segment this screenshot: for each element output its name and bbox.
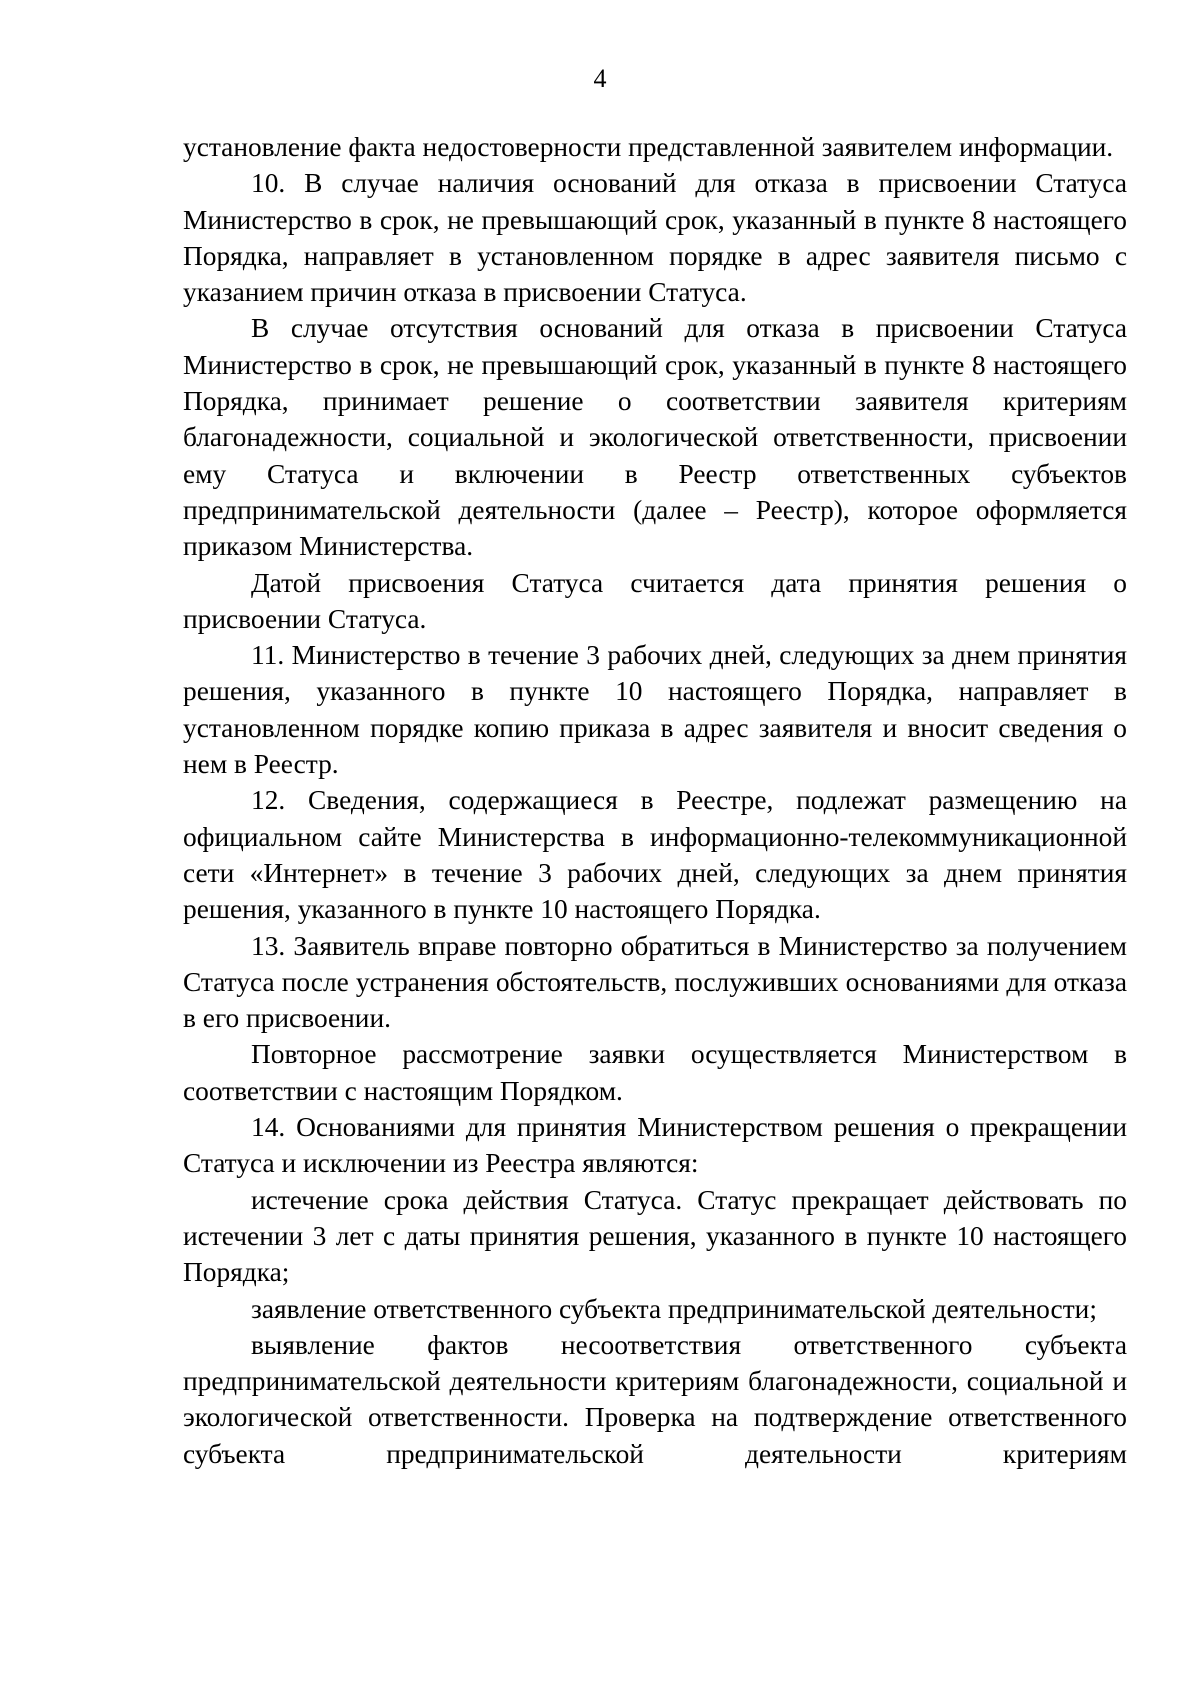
paragraph-12: 12. Сведения, содержащиеся в Реестре, подлежат размещению на официальном сайте Министерства в информационно-телекоммуникационной сети «Интернет» в течение 3 рабочих дней, следующих за днем принятия решения, указанного в пункте 10 настоящего Порядка. [183, 785, 1127, 925]
page-number: 4 [593, 64, 607, 93]
paragraph-10-third: Датой присвоения Статуса считается дата принятия решения о присвоении Статуса. [183, 567, 1127, 634]
paragraph-14-item-application: заявление ответственного субъекта предпринимательской деятельности; [251, 1293, 1097, 1324]
paragraph-10-second: В случае отсутствия оснований для отказа в присвоении Статуса Министерство в срок, не превышающий срок, указанный в пункте 8 настоящего Порядка, принимает решение о соответствии заявителя критериям благонадежности, социальной и экологической ответственности, присвоении ему Статуса и включении в Реестр ответственных субъектов предпринимательской деятельности (далее – Реестр), которое оформляется приказом Министерства. [183, 313, 1127, 562]
document-body [183, 129, 1127, 1472]
paragraph-11: 11. Министерство в течение 3 рабочих дней, следующих за днем принятия решения, указанного в пункте 10 настоящего Порядка, направляет в установленном порядке копию приказа в адрес заявителя и вносит сведения о нем в Реестр. [183, 640, 1127, 780]
paragraph-10: 10. В случае наличия оснований для отказа в присвоении Статуса Министерство в срок, не превышающий срок, указанный в пункте 8 настоящего Порядка, направляет в установленном порядке в адрес заявителя письмо с указанием причин отказа в присвоении Статуса. [183, 168, 1127, 308]
paragraph-13: 13. Заявитель вправе повторно обратиться в Министерство за получением Статуса после устранения обстоятельств, послуживших основаниями для отказа в его присвоении. [183, 930, 1127, 1034]
paragraph-14-item-expiry: истечение срока действия Статуса. Статус прекращает действовать по истечении 3 лет с даты принятия решения, указанного в пункте 10 настоящего Порядка; [183, 1184, 1127, 1288]
paragraph-14: 14. Основаниями для принятия Министерством решения о прекращении Статуса и исключении из Реестра являются: [183, 1112, 1127, 1179]
paragraph-continuation: установление факта недостоверности представленной заявителем информации. [183, 132, 1114, 162]
paragraph-13-second: Повторное рассмотрение заявки осуществляется Министерством в соответствии с настоящим Порядком. [183, 1039, 1127, 1106]
paragraph-14-item-violations: выявление фактов несоответствия ответственного субъекта предпринимательской деятельности критериям благонадежности, социальной и экологической ответственности. Проверка на подтверждение ответственного субъекта предпринимательской деятельности критериям [183, 1329, 1127, 1469]
